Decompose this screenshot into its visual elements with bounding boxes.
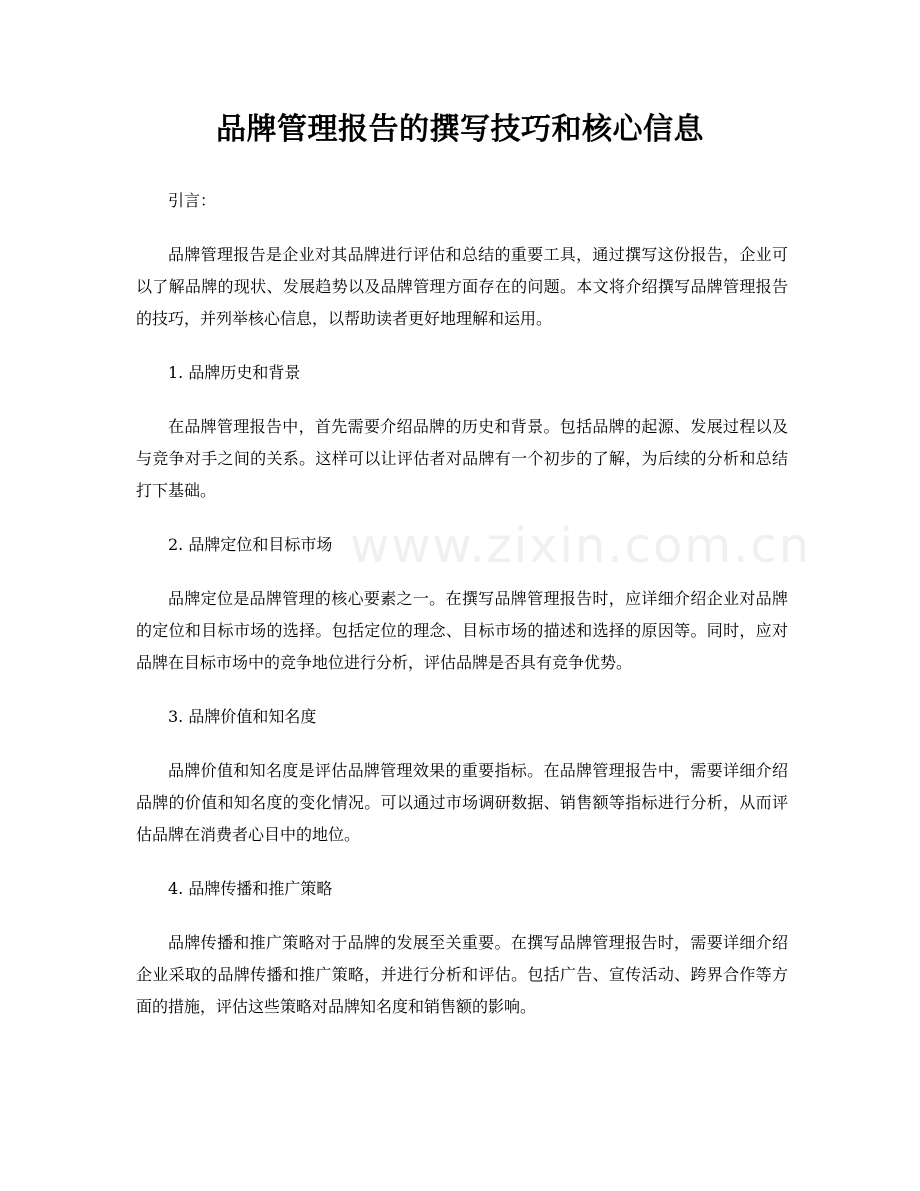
section-paragraph-promotion: 品牌传播和推广策略对于品牌的发展至关重要。在撰写品牌管理报告时，需要详细介绍企业采取的品牌传播和推广策略，并进行分析和评估。包括广告、宣传活动、跨界合作等方面的措施，评估这些策略对品牌知名度和销售额的影响。 — [136, 933, 788, 1016]
section-heading-promotion: 4. 品牌传播和推广策略 — [168, 879, 333, 898]
intro-label: 引言： — [168, 191, 217, 210]
section-paragraph-positioning: 品牌定位是品牌管理的核心要素之一。在撰写品牌管理报告时，应详细介绍企业对品牌的定位和目标市场的选择。包括定位的理念、目标市场的描述和选择的原因等。同时，应对品牌在目标市场中的竞争地位进行分析，评估品牌是否具有竞争优势。 — [136, 589, 788, 672]
section-heading-history: 1. 品牌历史和背景 — [168, 363, 301, 382]
document-body — [136, 185, 788, 1045]
watermark-text: www.zixin.com.cn — [350, 518, 812, 574]
intro-paragraph: 品牌管理报告是企业对其品牌进行评估和总结的重要工具，通过撰写这份报告，企业可以了解品牌的现状、发展趋势以及品牌管理方面存在的问题。本文将介绍撰写品牌管理报告的技巧，并列举核心信息，以帮助读者更好地理解和运用。 — [136, 245, 788, 328]
section-heading-value: 3. 品牌价值和知名度 — [168, 707, 317, 726]
document-title: 品牌管理报告的撰写技巧和核心信息 — [216, 112, 704, 147]
section-paragraph-value: 品牌价值和知名度是评估品牌管理效果的重要指标。在品牌管理报告中，需要详细介绍品牌的价值和知名度的变化情况。可以通过市场调研数据、销售额等指标进行分析，从而评估品牌在消费者心目中的地位。 — [136, 761, 788, 844]
section-paragraph-history: 在品牌管理报告中，首先需要介绍品牌的历史和背景。包括品牌的起源、发展过程以及与竞争对手之间的关系。这样可以让评估者对品牌有一个初步的了解，为后续的分析和总结打下基础。 — [136, 417, 788, 500]
section-heading-positioning: 2. 品牌定位和目标市场 — [168, 535, 333, 554]
